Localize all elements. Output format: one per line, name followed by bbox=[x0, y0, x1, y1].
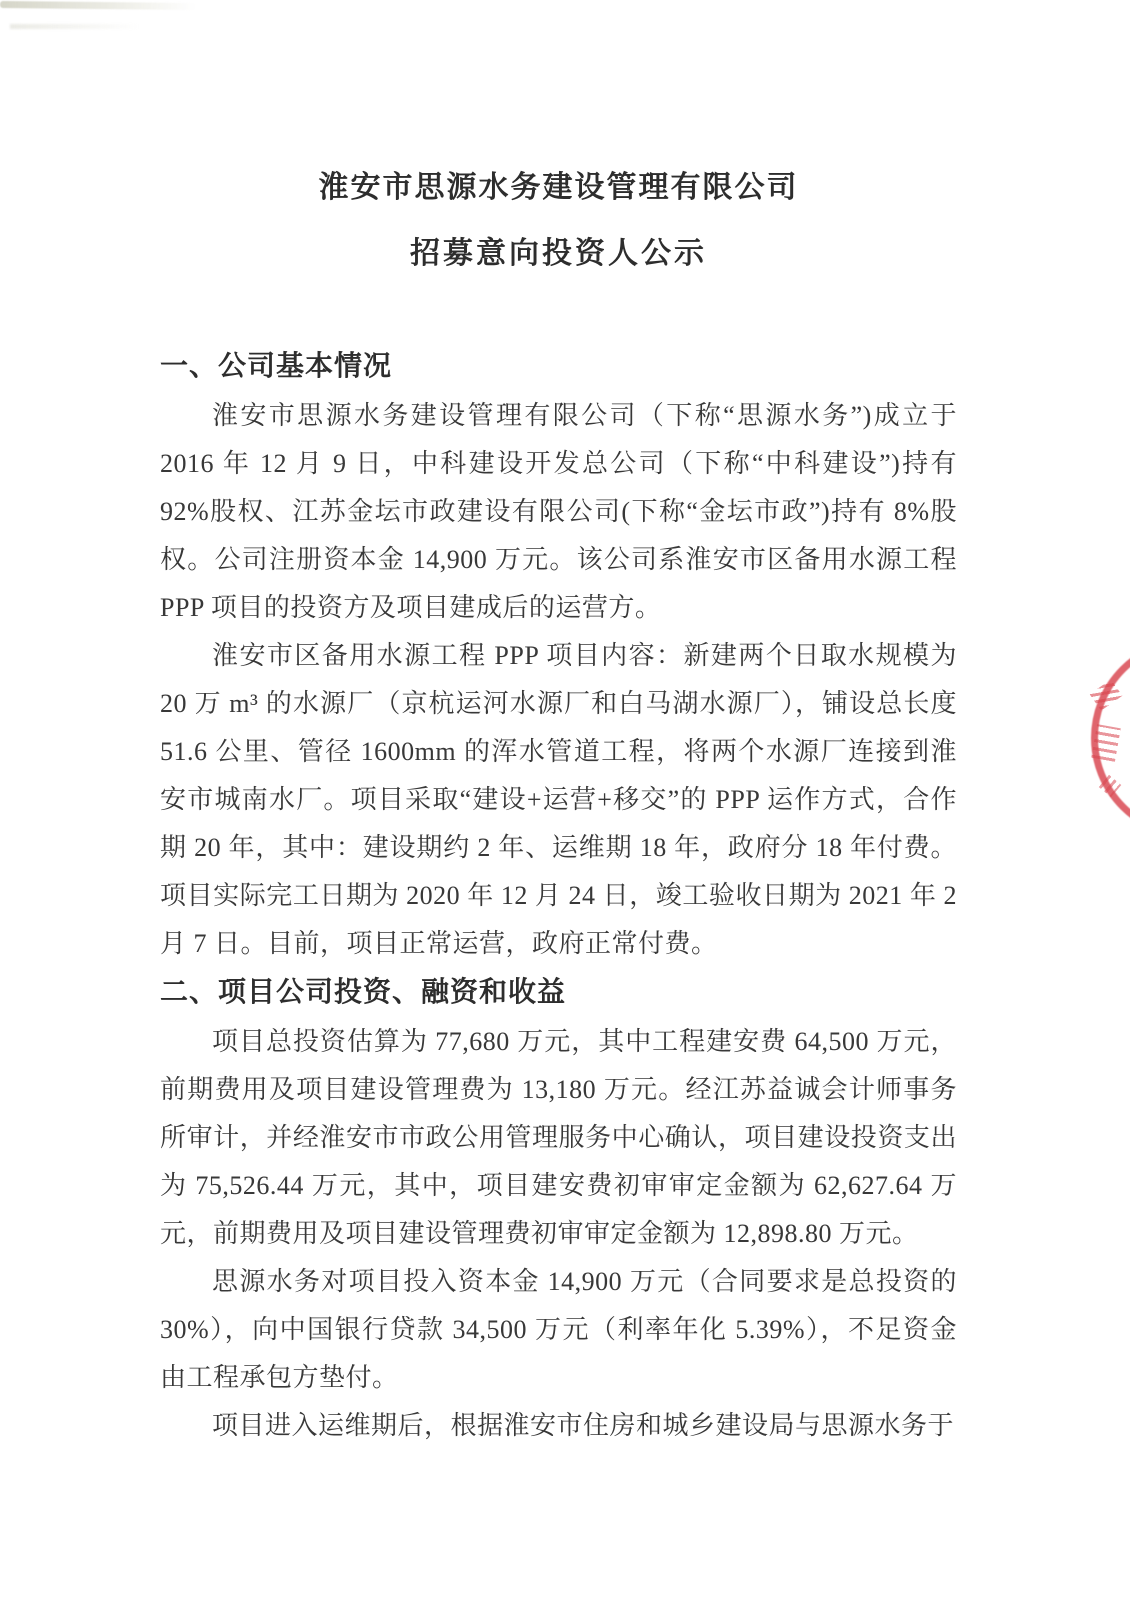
section-2-paragraph-2: 思源水务对项目投入资本金 14,900 万元（合同要求是总投资的 30%），向中国银行贷款 34,500 万元（利率年化 5.39%），不足资金由工程承包方垫付。 bbox=[160, 1267, 957, 1392]
scan-smudge-artifact bbox=[10, 24, 172, 29]
section-2-paragraph-1: 项目总投资估算为 77,680 万元，其中工程建安费 64,500 万元，前期费用及项目建设管理费为 13,180 万元。经江苏益诚会计师事务所审计，并经淮安市市政公用管理服务中心确认，项目建设投资支出为 75,526.44 万元，其中，项目建安费初审审定金额为 62,627.64 万元，前期费用及项目建设管理费初审审定金额为 12,898.80 万元。 bbox=[160, 1027, 957, 1248]
section-1-paragraph-1: 淮安市思源水务建设管理有限公司（下称“思源水务”)成立于 2016 年 12 月 9 日，中科建设开发总公司（下称“中科建设”)持有 92%股权、江苏金坛市政建设有限公司(下称“金坛市政”)持有 8%股权。公司注册资本金 14,900 万元。该公司系淮安市区备用水源工程 PPP 项目的投资方及项目建成后的运营方。 bbox=[160, 401, 957, 622]
document-title-line2: 招募意向投资人公示 bbox=[410, 237, 707, 270]
section-1-heading: 一、公司基本情况 bbox=[160, 351, 393, 382]
section-2-heading: 二、项目公司投资、融资和收益 bbox=[160, 977, 567, 1008]
section-2-paragraph-3: 项目进入运维期后，根据淮安市住房和城乡建设局与思源水务于 bbox=[212, 1411, 955, 1440]
scan-smudge-artifact bbox=[0, 1, 196, 10]
document-body bbox=[160, 342, 957, 1450]
document-title-line1: 淮安市思源水务建设管理有限公司 bbox=[318, 171, 799, 204]
section-1-paragraph-2: 淮安市区备用水源工程 PPP 项目内容：新建两个日取水规模为 20 万 m³ 的水源厂（京杭运河水源厂和白马湖水源厂），铺设总长度 51.6 公里、管径 1600mm 的浑水管道工程，将两个水源厂连接到淮安市城南水厂。项目采取“建设+运营+移交”的 PPP 运作方式，合作期 20 年，其中：建设期约 2 年、运维期 18 年，政府分 18 年付费。项目实际完工日期为 2020 年 12 月 24 日，竣工验收日期为 2021 年 2 月 7 日。目前，项目正常运营，政府正常付费。 bbox=[160, 641, 957, 958]
